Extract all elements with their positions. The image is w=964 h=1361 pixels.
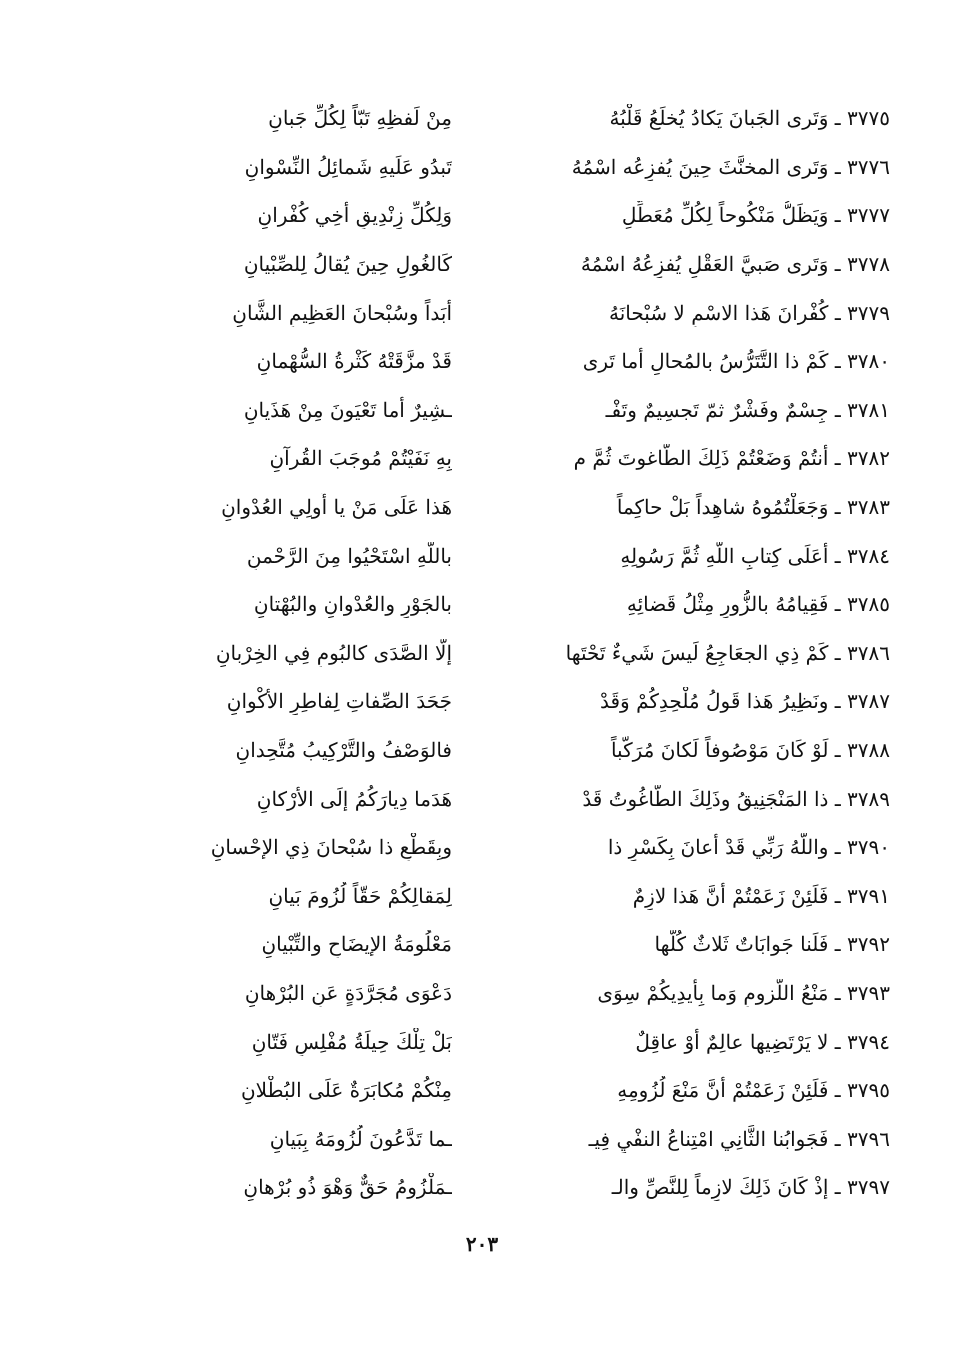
second-hemistich: تَبدُو عَلَيهِ شَمائِلُ النِّسْوانِ: [244, 154, 452, 179]
first-hemistich: ٣٧٨٣ ـ وَجَعَلْتُمُوهُ شاهِداً بَلْ حاكِماً: [616, 495, 890, 520]
verse-row: [40, 920, 890, 969]
verse-row: [40, 483, 890, 532]
verse-row: [40, 531, 890, 580]
second-hemistich: قَدْ مزَّقَتْهُ كَثْرةُ السُّهْمانِ: [256, 349, 452, 374]
verse-row: [40, 1066, 890, 1115]
first-hemistich: ٣٧٧٩ ـ كُفْرانَ هَذا الاسْمِ لا سُبْحانَهُ: [608, 300, 890, 325]
second-hemistich: ـما تَدَّعُونَ لُزُومَهُ بِبَيانِ: [269, 1126, 452, 1151]
second-hemistich: ـشِيرٌ أما تَعْيَونَ مِنْ هَذَيانِ: [243, 397, 452, 422]
second-hemistich: باللَّهِ اسْتَحْيُوا مِنَ الرَّحْمنِ: [246, 543, 452, 568]
second-hemistich: مِنْكُمْ مُكابَرَةٌ عَلَى البُطْلانِ: [240, 1078, 452, 1103]
second-hemistich: دَعْوَى مُجَرَّدَةٍ عَنِ البُرْهانِ: [244, 980, 452, 1005]
verse-row: [40, 823, 890, 872]
first-hemistich: ٣٧٩٥ ـ فَلَئِنْ زَعَمْتُمْ أنَّ مَنْعَ لُزُومِهِ: [617, 1078, 890, 1103]
poem-verses: [40, 94, 890, 1212]
first-hemistich: ٣٧٩٠ ـ واللَّهُ رَبِّي قَدْ أعانَ بِكَسْرِ ذا: [607, 835, 890, 860]
first-hemistich: ٣٧٩٤ ـ لا يَرْتَضِيها عالِمٌ أوْ عاقِلٌ: [635, 1029, 890, 1054]
verse-row: [40, 434, 890, 483]
first-hemistich: ٣٧٨٧ ـ ونَظِيرُ هَذا قَولُ مُلْحِدِكُمْ وَقَدْ: [600, 689, 890, 714]
second-hemistich: بالجَوْرِ والعُدْوانِ والبُهْتانِ: [253, 592, 452, 617]
first-hemistich: ٣٧٧٦ ـ وَتَرى المخنَّثَ حِينَ يُفزِعُه اسْمُهُ: [571, 154, 890, 179]
verse-row: [40, 240, 890, 289]
first-hemistich: ٣٧٧٧ ـ وَيَظَلُّ مَنْكُوحاً لِكُلِّ مُعَطِّلٍ: [621, 203, 890, 228]
first-hemistich: ٣٧٩٢ ـ فَلَنا جَوابَاتٌ ثَلاثٌ كُلُّها: [654, 932, 890, 957]
verse-row: [40, 774, 890, 823]
verse-row: [40, 191, 890, 240]
first-hemistich: ٣٧٩٧ ـ إذْ كَانَ ذَلِكَ لازِماً لِلنَّصِّ والـ: [611, 1175, 890, 1200]
second-hemistich: جَحَدَ الصِّفاتِ لِفاطِرِ الأكْوانِ: [226, 689, 452, 714]
first-hemistich: ٣٧٨٦ ـ كَمْ ذِي الجعَاجِعُ لَيسَ شَيءٌ تَحْتَها: [565, 640, 890, 665]
second-hemistich: هَذا عَلَى مَنْ يا أُولِي العُدْوانِ: [221, 495, 452, 520]
verse-row: [40, 337, 890, 386]
first-hemistich: ٣٧٨٤ ـ أعَلَى كِتابِ اللَّهِ ثُمَّ رَسُولِهِ: [620, 543, 890, 568]
verse-row: [40, 629, 890, 678]
verse-row: [40, 726, 890, 775]
second-hemistich: بَلْ تِلْكَ حِيلَةُ مُفْلِسٍ فَتّانِ: [251, 1029, 452, 1054]
verse-row: [40, 969, 890, 1018]
verse-row: [40, 1017, 890, 1066]
first-hemistich: ٣٧٨١ ـ جِسْمٌ وفَشْرٌ ثمّ تَجسِيمٌ وتَفْـ: [605, 397, 890, 422]
first-hemistich: ٣٧٧٥ ـ وَتَرى الجَبانَ يَكادُ يُخلَعُ قَلْبُهُ: [609, 106, 890, 131]
first-hemistich: ٣٧٧٨ ـ وَتَرى صَبيَّ العَقْلِ يُفزِعُهُ اسْمُهُ: [580, 252, 890, 277]
second-hemistich: لِمَقالِكُمْ حَقّاً لُزُومَ بَيانِ: [268, 883, 452, 908]
verse-row: [40, 143, 890, 192]
second-hemistich: هَدَما دِيارَكُمُ إلَى الأرْكانِ: [256, 786, 452, 811]
verse-row: [40, 1163, 890, 1212]
second-hemistich: إلَّا الصَّدَى كالبُومِ فِي الخِرْبانِ: [215, 640, 452, 665]
second-hemistich: وبِقَطْعِ ذا سُبْحانَ ذِي الإحْسانِ: [210, 835, 452, 860]
verse-row: [40, 1114, 890, 1163]
first-hemistich: ٣٧٨٥ ـ فَقِيامُهُ بالزُّورِ مِثْلُ قَضائِهِ: [626, 592, 890, 617]
second-hemistich: فالوَصْفُ والتَّرْكِيبُ مُتَّحِدانِ: [235, 738, 452, 763]
second-hemistich: كَالغُولِ حِينَ يُقالُ لِلصِّبْيانِ: [243, 252, 452, 277]
second-hemistich: وَلِكُلِّ زِنْدِيقٍ أخِي كُفْرانِ: [257, 203, 452, 228]
page-number: ٢٠٣: [465, 1232, 499, 1256]
verse-row: [40, 288, 890, 337]
first-hemistich: ٣٧٨٨ ـ لَوْ كَانَ مَوْصُوفاً لَكانَ مُرَكَّباً: [610, 738, 890, 763]
first-hemistich: ٣٧٨٢ ـ أنتُمْ وَضَعْتُمْ ذَلِكَ الطَّاغوتَ ثُمَّ م: [573, 446, 890, 471]
verse-row: [40, 872, 890, 921]
second-hemistich: بِهِ نَفَيْتُمْ مُوجَبَ القُرآنِ: [269, 446, 452, 471]
first-hemistich: ٣٧٨٠ ـ كَمْ ذا التَّتَرُّسُ بالمُحالِ أَما تَرى: [582, 349, 890, 374]
first-hemistich: ٣٧٨٩ ـ ذا المَنْجَنِيقُ وذَلِكَ الطَّاغُوتُ قَدْ: [582, 786, 890, 811]
second-hemistich: ـمَلْزُومُ حَقٌّ وَهْوَ ذُو بُرْهانِ: [243, 1175, 452, 1200]
second-hemistich: أبَداً وسُبْحانَ العَظِيمِ الشَّانِ: [232, 300, 452, 325]
verse-row: [40, 386, 890, 435]
verse-row: [40, 677, 890, 726]
verse-row: [40, 580, 890, 629]
second-hemistich: مَعْلُومَةُ الإيضَاحِ والتِّبْيانِ: [261, 932, 452, 957]
second-hemistich: مِنْ لَفظِهِ تَبّاً لِكُلِّ جَبانِ: [268, 106, 452, 131]
verse-row: [40, 94, 890, 143]
first-hemistich: ٣٧٩١ ـ فَلَئِنْ زَعَمْتُمْ أنَّ هَذا لازِمٌ: [632, 883, 890, 908]
first-hemistich: ٣٧٩٦ ـ فَجَوابُنا الثَّانِي امْتِناعُ النفْيِ فِيـ: [588, 1126, 890, 1151]
first-hemistich: ٣٧٩٣ ـ مَنْعُ اللُّزومِ وَما بِأيدِيكُمْ سِوَى: [597, 980, 890, 1005]
